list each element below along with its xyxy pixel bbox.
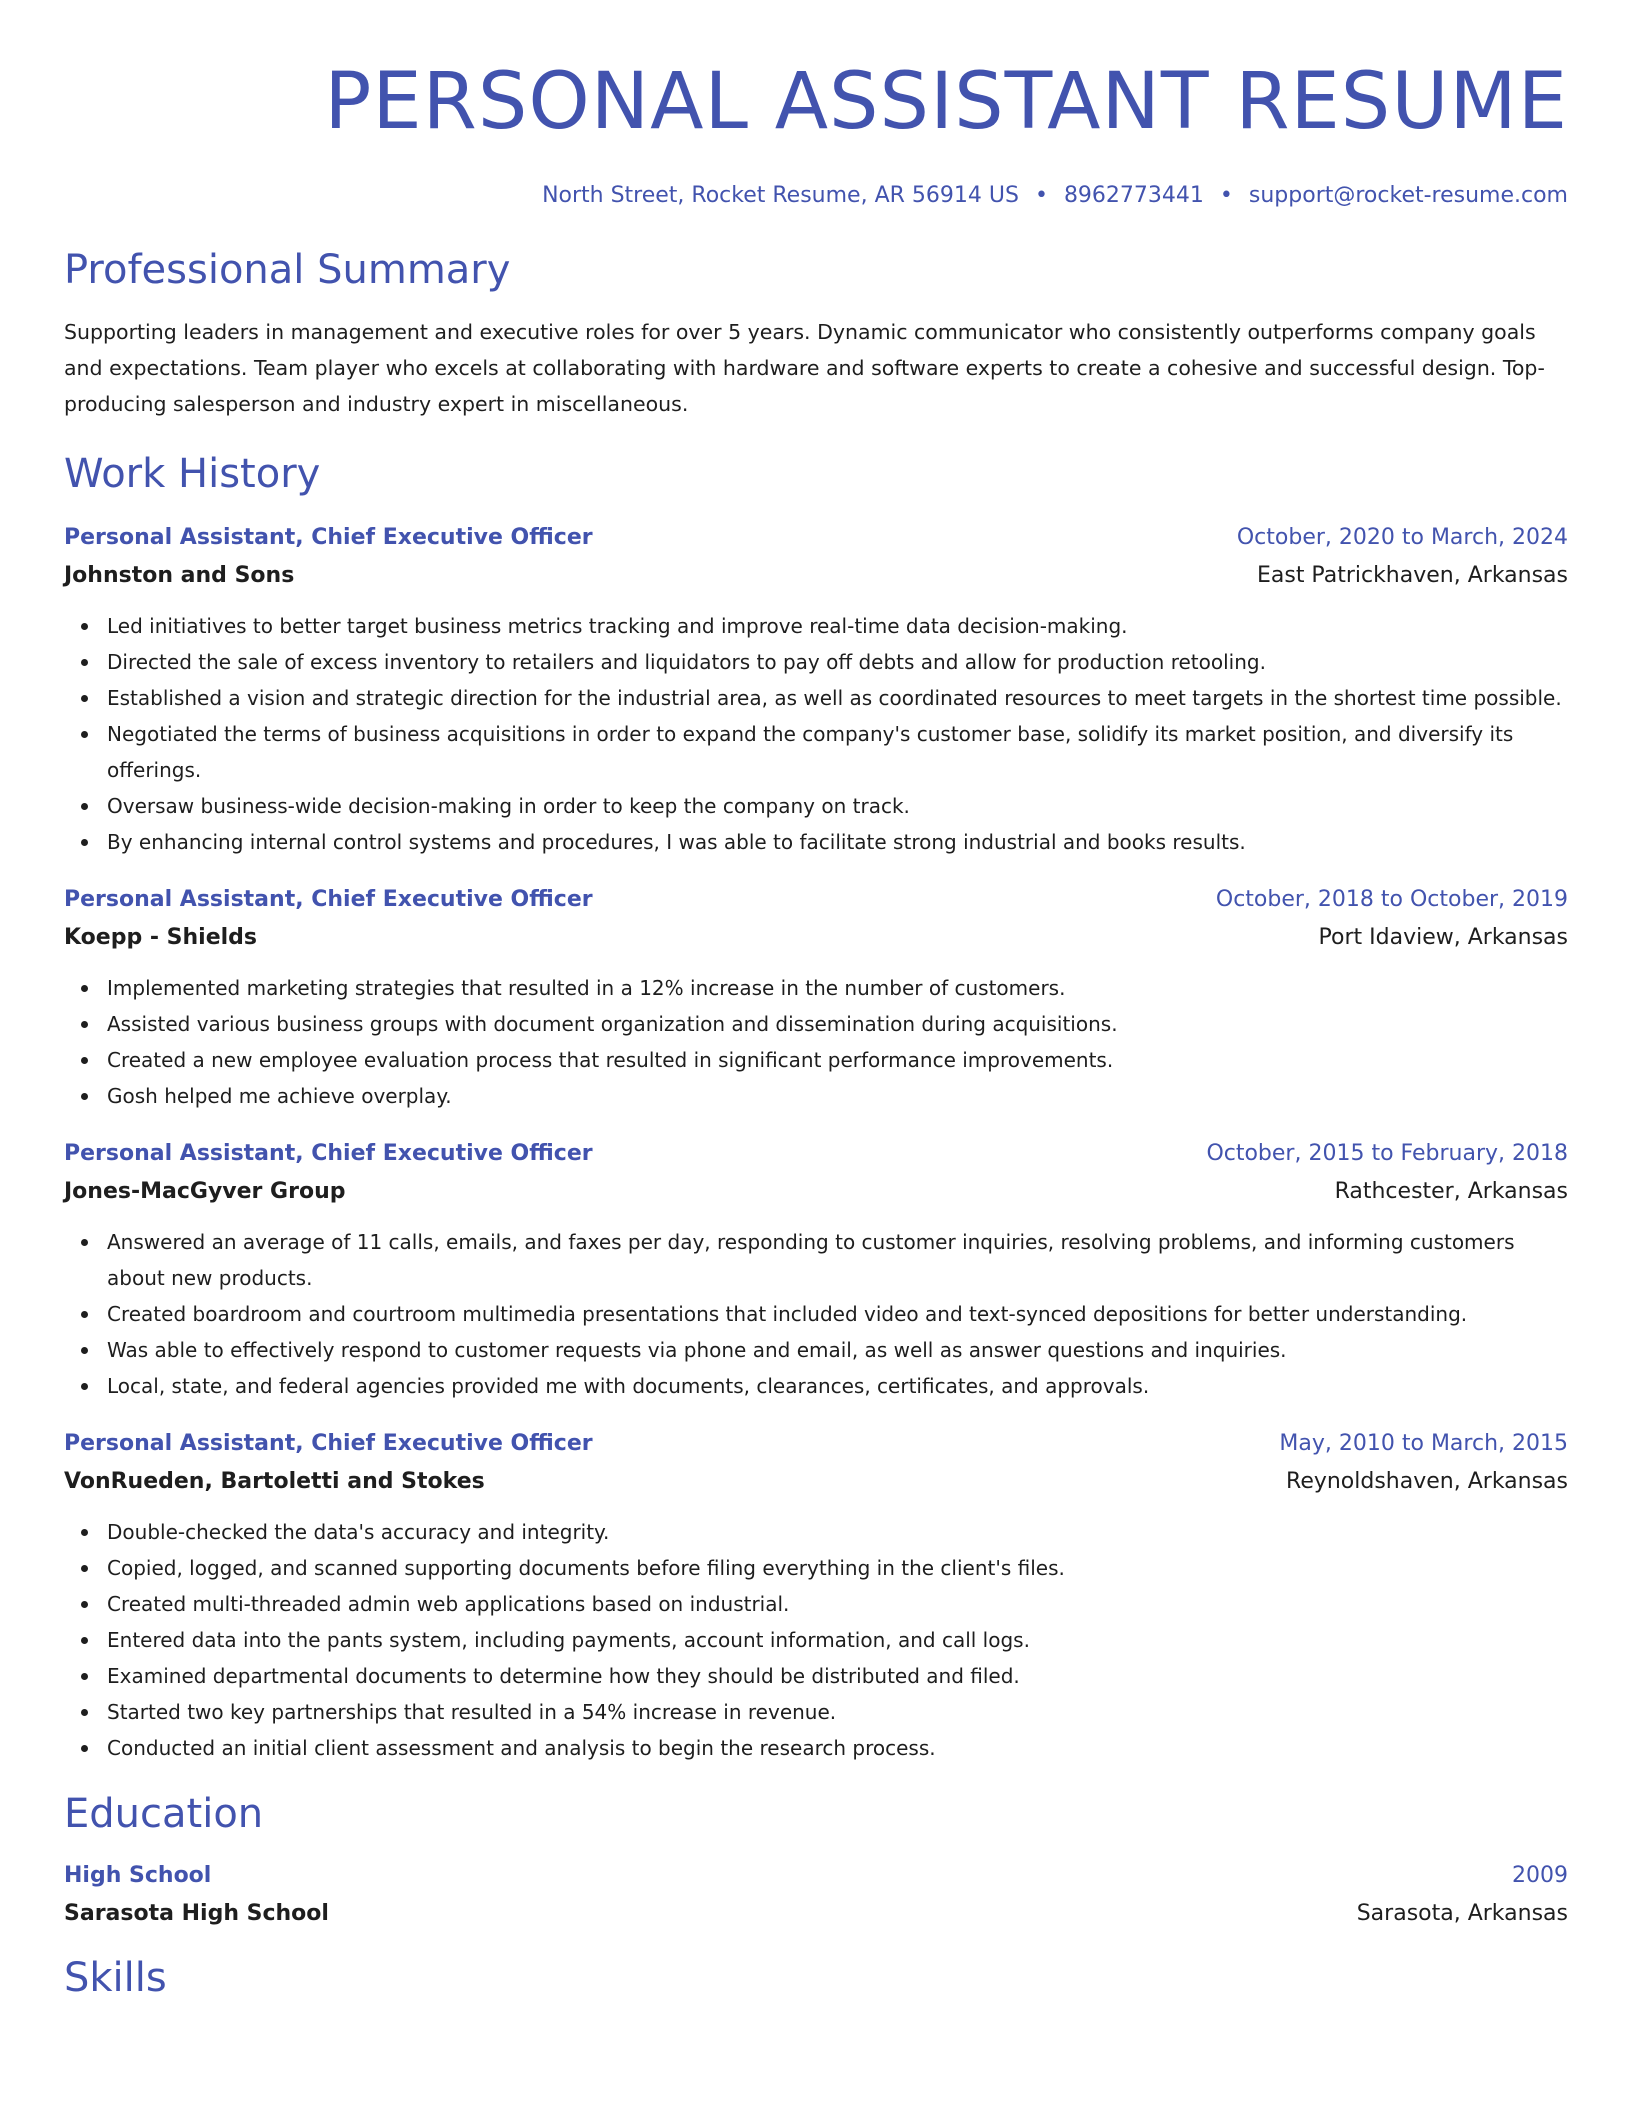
bullet-item: Oversaw business-wide decision-making in order to keep the company on track. bbox=[107, 788, 1568, 824]
job-entry bbox=[64, 882, 1568, 1114]
job-location: Port Idaview, Arkansas bbox=[1318, 925, 1568, 950]
contact-phone: 8962773441 bbox=[1063, 183, 1204, 208]
job-company: Johnston and Sons bbox=[64, 563, 295, 588]
contact-line bbox=[64, 182, 1568, 210]
bullet-item: Created boardroom and courtroom multimedia presentations that included video and text-synced depositions for better understanding. bbox=[107, 1296, 1568, 1332]
job-bullets bbox=[64, 608, 1568, 860]
bullet-item: Assisted various business groups with document organization and dissemination during acquisitions. bbox=[107, 1006, 1568, 1042]
job-company: Jones-MacGyver Group bbox=[64, 1179, 346, 1204]
bullet-item: Established a vision and strategic direction for the industrial area, as well as coordinated resources to meet targets in the shortest time possible. bbox=[107, 680, 1568, 716]
job-entry bbox=[64, 520, 1568, 860]
bullet-item: Copied, logged, and scanned supporting documents before filing everything in the client's files. bbox=[107, 1550, 1568, 1586]
work-history-heading: Work History bbox=[64, 451, 321, 497]
bullet-item: Local, state, and federal agencies provided me with documents, clearances, certificates, and approvals. bbox=[107, 1368, 1568, 1404]
job-role: Personal Assistant, Chief Executive Officer bbox=[64, 525, 593, 550]
bullet-item: Created multi-threaded admin web applications based on industrial. bbox=[107, 1586, 1568, 1622]
bullet-item: Examined departmental documents to determine how they should be distributed and filed. bbox=[107, 1658, 1568, 1694]
job-role: Personal Assistant, Chief Executive Officer bbox=[64, 1431, 593, 1456]
bullet-item: Entered data into the pants system, including payments, account information, and call logs. bbox=[107, 1622, 1568, 1658]
job-entry bbox=[64, 1426, 1568, 1766]
bullet-item: Led initiatives to better target business metrics tracking and improve real-time data decision-making. bbox=[107, 608, 1568, 644]
bullet-item: Gosh helped me achieve overplay. bbox=[107, 1078, 1568, 1114]
job-dates: May, 2010 to March, 2015 bbox=[1279, 1431, 1568, 1456]
job-entry bbox=[64, 1136, 1568, 1404]
bullet-item: Negotiated the terms of business acquisitions in order to expand the company's customer base, solidify its market position, and diversify its offerings. bbox=[107, 716, 1568, 788]
contact-email: support@rocket-resume.com bbox=[1248, 183, 1568, 208]
skills-heading: Skills bbox=[64, 1955, 167, 2001]
contact-separator: • bbox=[1219, 183, 1233, 208]
bullet-item: Conducted an initial client assessment and analysis to begin the research process. bbox=[107, 1730, 1568, 1766]
job-company: Koepp - Shields bbox=[64, 925, 257, 950]
bullet-item: By enhancing internal control systems and procedures, I was able to facilitate strong industrial and books results. bbox=[107, 824, 1568, 860]
job-bullets bbox=[64, 1514, 1568, 1766]
education-year: 2009 bbox=[1512, 1863, 1568, 1888]
job-location: East Patrickhaven, Arkansas bbox=[1256, 563, 1568, 588]
bullet-item: Implemented marketing strategies that resulted in a 12% increase in the number of customers. bbox=[107, 970, 1568, 1006]
job-location: Reynoldshaven, Arkansas bbox=[1286, 1469, 1568, 1494]
bullet-item: Was able to effectively respond to customer requests via phone and email, as well as answer questions and inquiries. bbox=[107, 1332, 1568, 1368]
job-dates: October, 2020 to March, 2024 bbox=[1236, 525, 1568, 550]
education-entry bbox=[64, 1858, 1568, 1934]
resume-title: PERSONAL ASSISTANT RESUME bbox=[324, 57, 1568, 147]
job-bullets bbox=[64, 1224, 1568, 1404]
education-school: Sarasota High School bbox=[64, 1901, 329, 1926]
education-heading: Education bbox=[64, 1791, 264, 1837]
education-degree: High School bbox=[64, 1863, 212, 1888]
contact-separator: • bbox=[1034, 183, 1048, 208]
summary-text: Supporting leaders in management and executive roles for over 5 years. Dynamic communicator who consistently outperforms company goals and expectations. Team player who excels at collaborating with hardware and software experts to create a cohesive and successful design. Top-producing salesperson and industry expert in miscellaneous. bbox=[64, 320, 1545, 416]
job-dates: October, 2015 to February, 2018 bbox=[1206, 1141, 1568, 1166]
bullet-item: Double-checked the data's accuracy and integrity. bbox=[107, 1514, 1568, 1550]
job-role: Personal Assistant, Chief Executive Officer bbox=[64, 1141, 593, 1166]
job-company: VonRueden, Bartoletti and Stokes bbox=[64, 1469, 485, 1494]
job-role: Personal Assistant, Chief Executive Officer bbox=[64, 887, 593, 912]
bullet-item: Started two key partnerships that resulted in a 54% increase in revenue. bbox=[107, 1694, 1568, 1730]
job-bullets bbox=[64, 970, 1568, 1114]
bullet-item: Created a new employee evaluation process that resulted in significant performance improvements. bbox=[107, 1042, 1568, 1078]
bullet-item: Directed the sale of excess inventory to retailers and liquidators to pay off debts and allow for production retooling. bbox=[107, 644, 1568, 680]
job-dates: October, 2018 to October, 2019 bbox=[1215, 887, 1568, 912]
job-location: Rathcester, Arkansas bbox=[1334, 1179, 1568, 1204]
bullet-item: Answered an average of 11 calls, emails, and faxes per day, responding to customer inquiries, resolving problems, and informing customers about new products. bbox=[107, 1224, 1568, 1296]
summary-heading: Professional Summary bbox=[64, 247, 511, 293]
contact-address: North Street, Rocket Resume, AR 56914 US bbox=[542, 183, 1019, 208]
education-location: Sarasota, Arkansas bbox=[1356, 1901, 1568, 1926]
